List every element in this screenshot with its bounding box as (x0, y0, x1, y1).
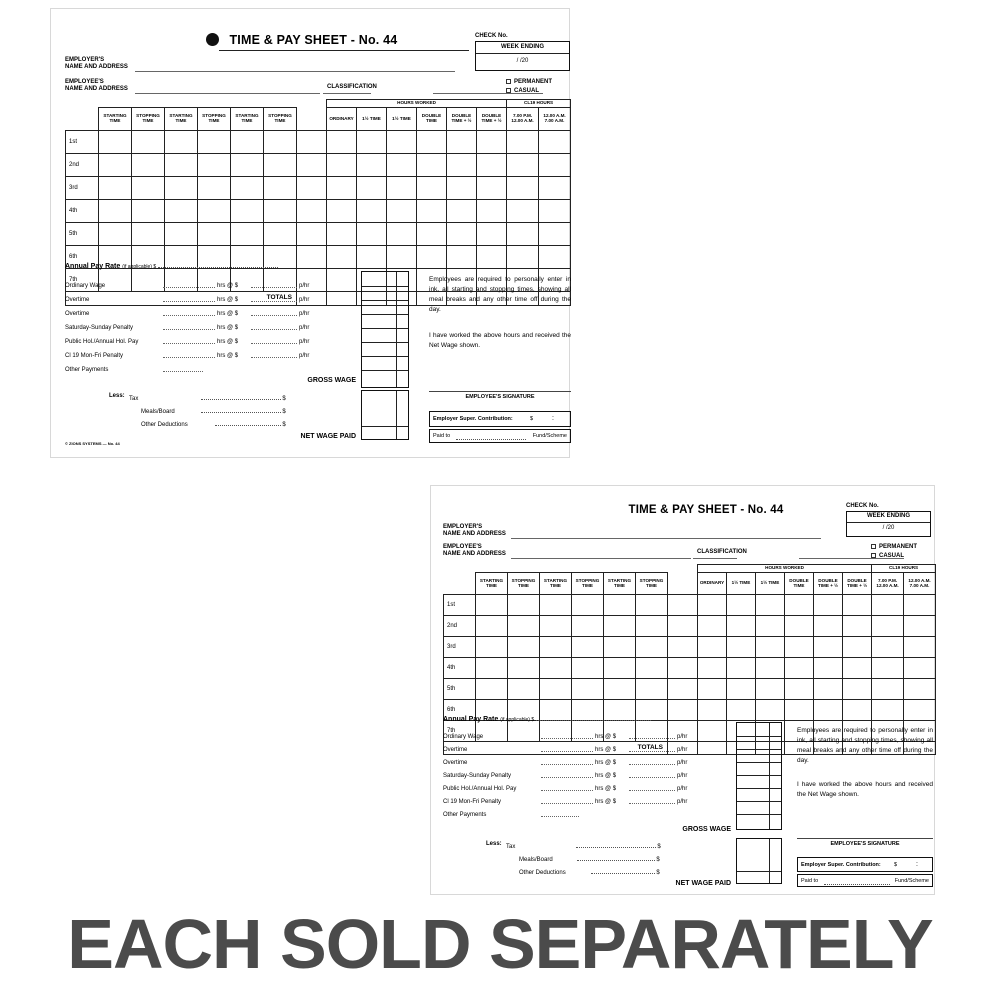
annual-pay-rate-suffix: (if applicable) $ (500, 717, 535, 723)
super-label: Employer Super. Contribution: (801, 862, 881, 868)
employee-label-2: NAME AND ADDRESS (443, 551, 506, 557)
pay-row (65, 289, 365, 303)
col-evening: 7.00 P.M. 12.00 A.M. (872, 573, 904, 595)
paid-to-label: Paid to (801, 878, 819, 884)
form-title: TIME & PAY SHEET - No. 44 (628, 504, 784, 516)
deduction-field[interactable] (215, 419, 281, 426)
col-ordinary: ORDINARY (698, 573, 727, 595)
col-stopping-2: STOPPING TIME (198, 108, 231, 131)
deduction-row (519, 867, 759, 876)
col-double-time: DOUBLE TIME (417, 108, 447, 131)
annual-pay-rate-row (65, 261, 278, 271)
pay-row-label: Other Payments (443, 812, 487, 818)
col-starting-3: STARTING TIME (231, 108, 264, 131)
col-double-half-1: DOUBLE TIME + ½ (447, 108, 477, 131)
day-label: 7th (444, 721, 476, 742)
pay-row-rate-field[interactable] (251, 281, 297, 288)
pay-row-hrs-at: hrs @ $ (217, 311, 239, 317)
permanent-checkbox[interactable] (506, 79, 511, 84)
day-label: 6th (444, 700, 476, 721)
col-double-half-2: DOUBLE TIME + ½ (843, 573, 872, 595)
super-label: Employer Super. Contribution: (433, 416, 513, 422)
col-time-2: 1½ TIME (387, 108, 417, 131)
pay-row-hrs-at: hrs @ $ (217, 325, 239, 331)
table-header-group-row (444, 565, 936, 573)
permanent-label: PERMANENT (514, 79, 553, 86)
deduction-amount: $ (657, 844, 661, 850)
annual-pay-rate-field[interactable] (158, 261, 278, 268)
note-paragraph-2: I have worked the above hours and received the Net Wage shown. (429, 332, 571, 350)
pay-row-hours-field[interactable] (163, 351, 215, 358)
pay-row-unit: p/hr (299, 283, 310, 289)
pay-row-label: Cl 19 Mon-Fri Penalty (65, 353, 124, 359)
pay-row-unit: p/hr (677, 747, 688, 753)
cl19-header: CL19 HOURS (507, 100, 571, 108)
deduction-field[interactable] (576, 841, 656, 848)
col-starting-2: STARTING TIME (165, 108, 198, 131)
casual-checkbox[interactable] (871, 553, 876, 558)
pay-row-unit: p/hr (299, 311, 310, 317)
col-starting-3: STARTING TIME (604, 573, 636, 595)
net-wage-label: NET WAGE PAID (675, 880, 731, 887)
table-row (66, 131, 571, 154)
annual-pay-rate-suffix: (if applicable) $ (122, 264, 157, 270)
day-label: 4th (444, 658, 476, 679)
annual-pay-rate-label: Annual Pay Rate (443, 716, 499, 723)
less-label: Less: (109, 393, 125, 399)
super-colon: : (916, 861, 918, 868)
day-label: 7th (66, 269, 99, 292)
pay-row (443, 779, 743, 792)
table-row (66, 177, 571, 200)
pay-row (443, 805, 743, 818)
deduction-row (129, 393, 359, 402)
pay-row-hours-field[interactable] (541, 758, 593, 765)
pay-row (443, 727, 743, 740)
pay-row-label: Saturday-Sunday Penalty (65, 325, 134, 331)
col-stopping-3: STOPPING TIME (636, 573, 668, 595)
pay-row-hrs-at: hrs @ $ (595, 799, 617, 805)
pay-row (65, 317, 365, 331)
deduction-field[interactable] (591, 867, 655, 874)
classification-label: CLASSIFICATION (327, 84, 377, 90)
gross-wage-label: GROSS WAGE (682, 826, 731, 833)
signature-label: EMPLOYEE'S SIGNATURE (465, 394, 535, 400)
col-double-half-1: DOUBLE TIME + ½ (814, 573, 843, 595)
col-time-2: 1½ TIME (756, 573, 785, 595)
super-contribution-box[interactable] (429, 411, 571, 427)
pay-row-label: Cl 19 Mon-Fri Penalty (443, 799, 502, 805)
week-ending-value: / /20 (516, 57, 529, 64)
gross-wage-label: GROSS WAGE (307, 377, 356, 384)
day-label: 3rd (66, 177, 99, 200)
col-evening: 7.00 P.M. 12.00 A.M. (507, 108, 539, 131)
deduction-field[interactable] (201, 406, 281, 413)
signature-label: EMPLOYEE'S SIGNATURE (830, 841, 900, 847)
casual-label: CASUAL (879, 553, 904, 560)
permanent-option[interactable] (871, 544, 917, 552)
pay-row-rate-field[interactable] (629, 732, 675, 739)
pay-row-other-field[interactable] (163, 365, 203, 372)
note-paragraph-2: I have worked the above hours and received the Net Wage shown. (797, 781, 933, 799)
super-amount: $ (894, 862, 898, 868)
pay-row-unit: p/hr (677, 734, 688, 740)
day-label: 5th (444, 679, 476, 700)
col-double-half-2: DOUBLE TIME + ½ (477, 108, 507, 131)
pay-row-rate-field[interactable] (629, 797, 675, 804)
table-row (66, 223, 571, 246)
pay-row-unit: p/hr (299, 353, 310, 359)
casual-checkbox[interactable] (506, 88, 511, 93)
paid-to-box[interactable] (797, 874, 933, 887)
promo-banner-text: EACH SOLD SEPARATELY (67, 905, 933, 983)
deduction-amount: $ (282, 396, 286, 402)
pay-row-label: Other Payments (65, 367, 109, 373)
pay-row-unit: p/hr (677, 773, 688, 779)
col-starting-1: STARTING TIME (99, 108, 132, 131)
permanent-label: PERMANENT (879, 544, 918, 551)
table-row (66, 200, 571, 223)
pay-row-other-field[interactable] (541, 810, 579, 817)
check-no-label: CHECK No. (846, 503, 879, 509)
col-stopping-3: STOPPING TIME (264, 108, 297, 131)
table-header-group-row (66, 100, 571, 108)
pay-row-rate-field[interactable] (251, 309, 297, 316)
pay-row-rate-field[interactable] (251, 295, 297, 302)
hours-worked-header: HOURS WORKED (327, 100, 507, 108)
employee-label-1: EMPLOYEE'S (443, 544, 482, 550)
pay-row-unit: p/hr (299, 339, 310, 345)
pay-row (65, 359, 365, 373)
day-label: 2nd (444, 616, 476, 637)
pay-row-label: Overtime (65, 311, 90, 317)
pay-row-label: Overtime (65, 297, 90, 303)
col-night: 12.00 A.M. 7.00 A.M. (904, 573, 936, 595)
col-double-time: DOUBLE TIME (785, 573, 814, 595)
col-starting-1: STARTING TIME (476, 573, 508, 595)
pay-row (443, 740, 743, 753)
pay-row-label: Public Hol./Annual Hol. Pay (65, 339, 139, 345)
deduction-label: Meals/Board (141, 409, 175, 415)
classification-label: CLASSIFICATION (697, 549, 747, 555)
col-stopping-1: STOPPING TIME (508, 573, 540, 595)
pay-row (65, 303, 365, 317)
deduction-label: Other Deductions (519, 870, 566, 876)
employer-label-2: NAME AND ADDRESS (65, 64, 128, 70)
fund-scheme-label: Fund/Scheme (894, 878, 929, 884)
week-ending-label: WEEK ENDING (866, 513, 910, 519)
pay-row-hours-field[interactable] (163, 281, 215, 288)
check-no-label: CHECK No. (475, 33, 508, 39)
pay-row-hours-field[interactable] (163, 337, 215, 344)
week-ending-box (475, 41, 570, 71)
casual-option[interactable] (506, 88, 539, 96)
pay-row-hours-field[interactable] (541, 784, 593, 791)
casual-label: CASUAL (514, 88, 539, 95)
deduction-label: Other Deductions (141, 422, 188, 428)
deduction-row (141, 419, 381, 428)
deduction-label: Tax (506, 844, 516, 850)
bullet-icon (206, 33, 219, 46)
day-label: 2nd (66, 154, 99, 177)
day-label: 5th (66, 223, 99, 246)
copyright-text: © ZIONS SYSTEMS — No. 44 (65, 441, 120, 446)
pay-row-hours-field[interactable] (541, 771, 593, 778)
amounts-column-box[interactable] (736, 722, 782, 830)
employer-label-2: NAME AND ADDRESS (443, 531, 506, 537)
permanent-checkbox[interactable] (871, 544, 876, 549)
pay-row-hours-field[interactable] (541, 797, 593, 804)
pay-row (65, 345, 365, 359)
pay-row (65, 275, 365, 289)
pay-row-hrs-at: hrs @ $ (217, 297, 239, 303)
week-ending-box (846, 511, 931, 537)
cl19-header: CL19 HOURS (872, 565, 936, 573)
pay-row-label: Ordinary Wage (65, 283, 106, 289)
net-wage-label: NET WAGE PAID (300, 433, 356, 440)
net-wage-box[interactable] (736, 838, 782, 884)
fund-scheme-label: Fund/Scheme (532, 433, 567, 439)
pay-row (65, 331, 365, 345)
col-ordinary: ORDINARY (327, 108, 357, 131)
deduction-field[interactable] (577, 854, 655, 861)
employee-label-1: EMPLOYEE'S (65, 79, 104, 85)
deduction-row (141, 406, 371, 415)
col-starting-2: STARTING TIME (540, 573, 572, 595)
note-paragraph-1: Employees are required to personally enter in ink, all starting and stopping times, showing all meal breaks and any other time off during the day. (429, 276, 571, 314)
pay-row-hours-field[interactable] (541, 732, 593, 739)
pay-row-rate-field[interactable] (629, 784, 675, 791)
annual-pay-rate-field[interactable] (536, 714, 651, 721)
pay-row (443, 766, 743, 779)
deduction-field[interactable] (201, 393, 281, 400)
pay-row-label: Overtime (443, 747, 468, 753)
pay-row (443, 753, 743, 766)
pay-row-rate-field[interactable] (251, 323, 297, 330)
day-label: 3rd (444, 637, 476, 658)
pay-row-hrs-at: hrs @ $ (217, 339, 239, 345)
table-row (444, 595, 936, 616)
day-label: 4th (66, 200, 99, 223)
pay-row-rate-field[interactable] (629, 745, 675, 752)
pay-row-unit: p/hr (677, 786, 688, 792)
employer-label-1: EMPLOYER'S (65, 57, 105, 63)
deduction-amount: $ (282, 422, 286, 428)
annual-pay-rate-label: Annual Pay Rate (65, 263, 121, 270)
permanent-option[interactable] (506, 79, 552, 87)
pay-row-hrs-at: hrs @ $ (595, 786, 617, 792)
deduction-label: Tax (129, 396, 139, 402)
paid-to-box[interactable] (429, 429, 571, 443)
pay-row-unit: p/hr (299, 297, 310, 303)
casual-option[interactable] (871, 553, 904, 561)
deduction-amount: $ (656, 870, 660, 876)
table-row (444, 658, 936, 679)
pay-row-rate-field[interactable] (251, 337, 297, 344)
deduction-amount: $ (282, 409, 286, 415)
pay-row-label: Overtime (443, 760, 468, 766)
table-row (444, 679, 936, 700)
totals-label: TOTALS (66, 292, 297, 306)
super-amount: $ (530, 416, 534, 422)
employer-label-1: EMPLOYER'S (443, 524, 483, 530)
pay-row-hrs-at: hrs @ $ (595, 773, 617, 779)
table-row (66, 154, 571, 177)
pay-row-hrs-at: hrs @ $ (217, 353, 239, 359)
table-row (444, 616, 936, 637)
pay-rows (65, 275, 365, 373)
time-and-pay-sheet-top (50, 8, 570, 458)
day-label: 1st (444, 595, 476, 616)
pay-row-hours-field[interactable] (541, 745, 593, 752)
col-time-1: 1½ TIME (727, 573, 756, 595)
employee-label-2: NAME AND ADDRESS (65, 86, 128, 92)
pay-row-hours-field[interactable] (163, 323, 215, 330)
pay-row-hours-field[interactable] (163, 295, 215, 302)
pay-rows (443, 727, 743, 818)
day-label: 6th (66, 246, 99, 269)
col-stopping-2: STOPPING TIME (572, 573, 604, 595)
pay-row-rate-field[interactable] (629, 758, 675, 765)
note-paragraph-1: Employees are required to personally enter in ink, all starting and stopping times, showing all meal breaks and any other time off during the day. (797, 727, 933, 765)
deduction-label: Meals/Board (519, 857, 553, 863)
pay-row-unit: p/hr (299, 325, 310, 331)
col-time-1: 1½ TIME (357, 108, 387, 131)
pay-row-hrs-at: hrs @ $ (595, 760, 617, 766)
pay-row-unit: p/hr (677, 760, 688, 766)
amounts-column-box[interactable] (361, 271, 409, 388)
pay-row-hrs-at: hrs @ $ (595, 747, 617, 753)
table-row (444, 637, 936, 658)
paid-to-field[interactable] (456, 433, 526, 440)
week-ending-label: WEEK ENDING (500, 44, 544, 50)
paid-to-label: Paid to (433, 433, 451, 439)
paid-to-field[interactable] (824, 878, 890, 885)
super-colon: : (552, 415, 554, 422)
totals-label: TOTALS (444, 742, 668, 755)
pay-row-unit: p/hr (677, 799, 688, 805)
annual-pay-rate-row (443, 714, 651, 724)
super-contribution-box[interactable] (797, 857, 933, 872)
pay-row-hrs-at: hrs @ $ (595, 734, 617, 740)
deduction-amount: $ (656, 857, 660, 863)
time-and-pay-sheet-bottom (430, 485, 935, 895)
less-label: Less: (486, 841, 502, 847)
week-ending-value: / /20 (882, 524, 895, 531)
pay-row-hrs-at: hrs @ $ (217, 283, 239, 289)
pay-row-label: Ordinary Wage (443, 734, 484, 740)
col-night: 12.00 A.M. 7.00 A.M. (539, 108, 571, 131)
form-title: TIME & PAY SHEET - No. 44 (229, 33, 398, 47)
pay-row (443, 792, 743, 805)
deduction-row (506, 841, 736, 850)
pay-row-label: Public Hol./Annual Hol. Pay (443, 786, 517, 792)
deduction-row (519, 854, 749, 863)
pay-row-rate-field[interactable] (629, 771, 675, 778)
pay-row-rate-field[interactable] (251, 351, 297, 358)
pay-row-label: Saturday-Sunday Penalty (443, 773, 512, 779)
pay-row-hours-field[interactable] (163, 309, 215, 316)
col-stopping-1: STOPPING TIME (132, 108, 165, 131)
hours-worked-header: HOURS WORKED (698, 565, 872, 573)
day-label: 1st (66, 131, 99, 154)
net-wage-box[interactable] (361, 390, 409, 440)
